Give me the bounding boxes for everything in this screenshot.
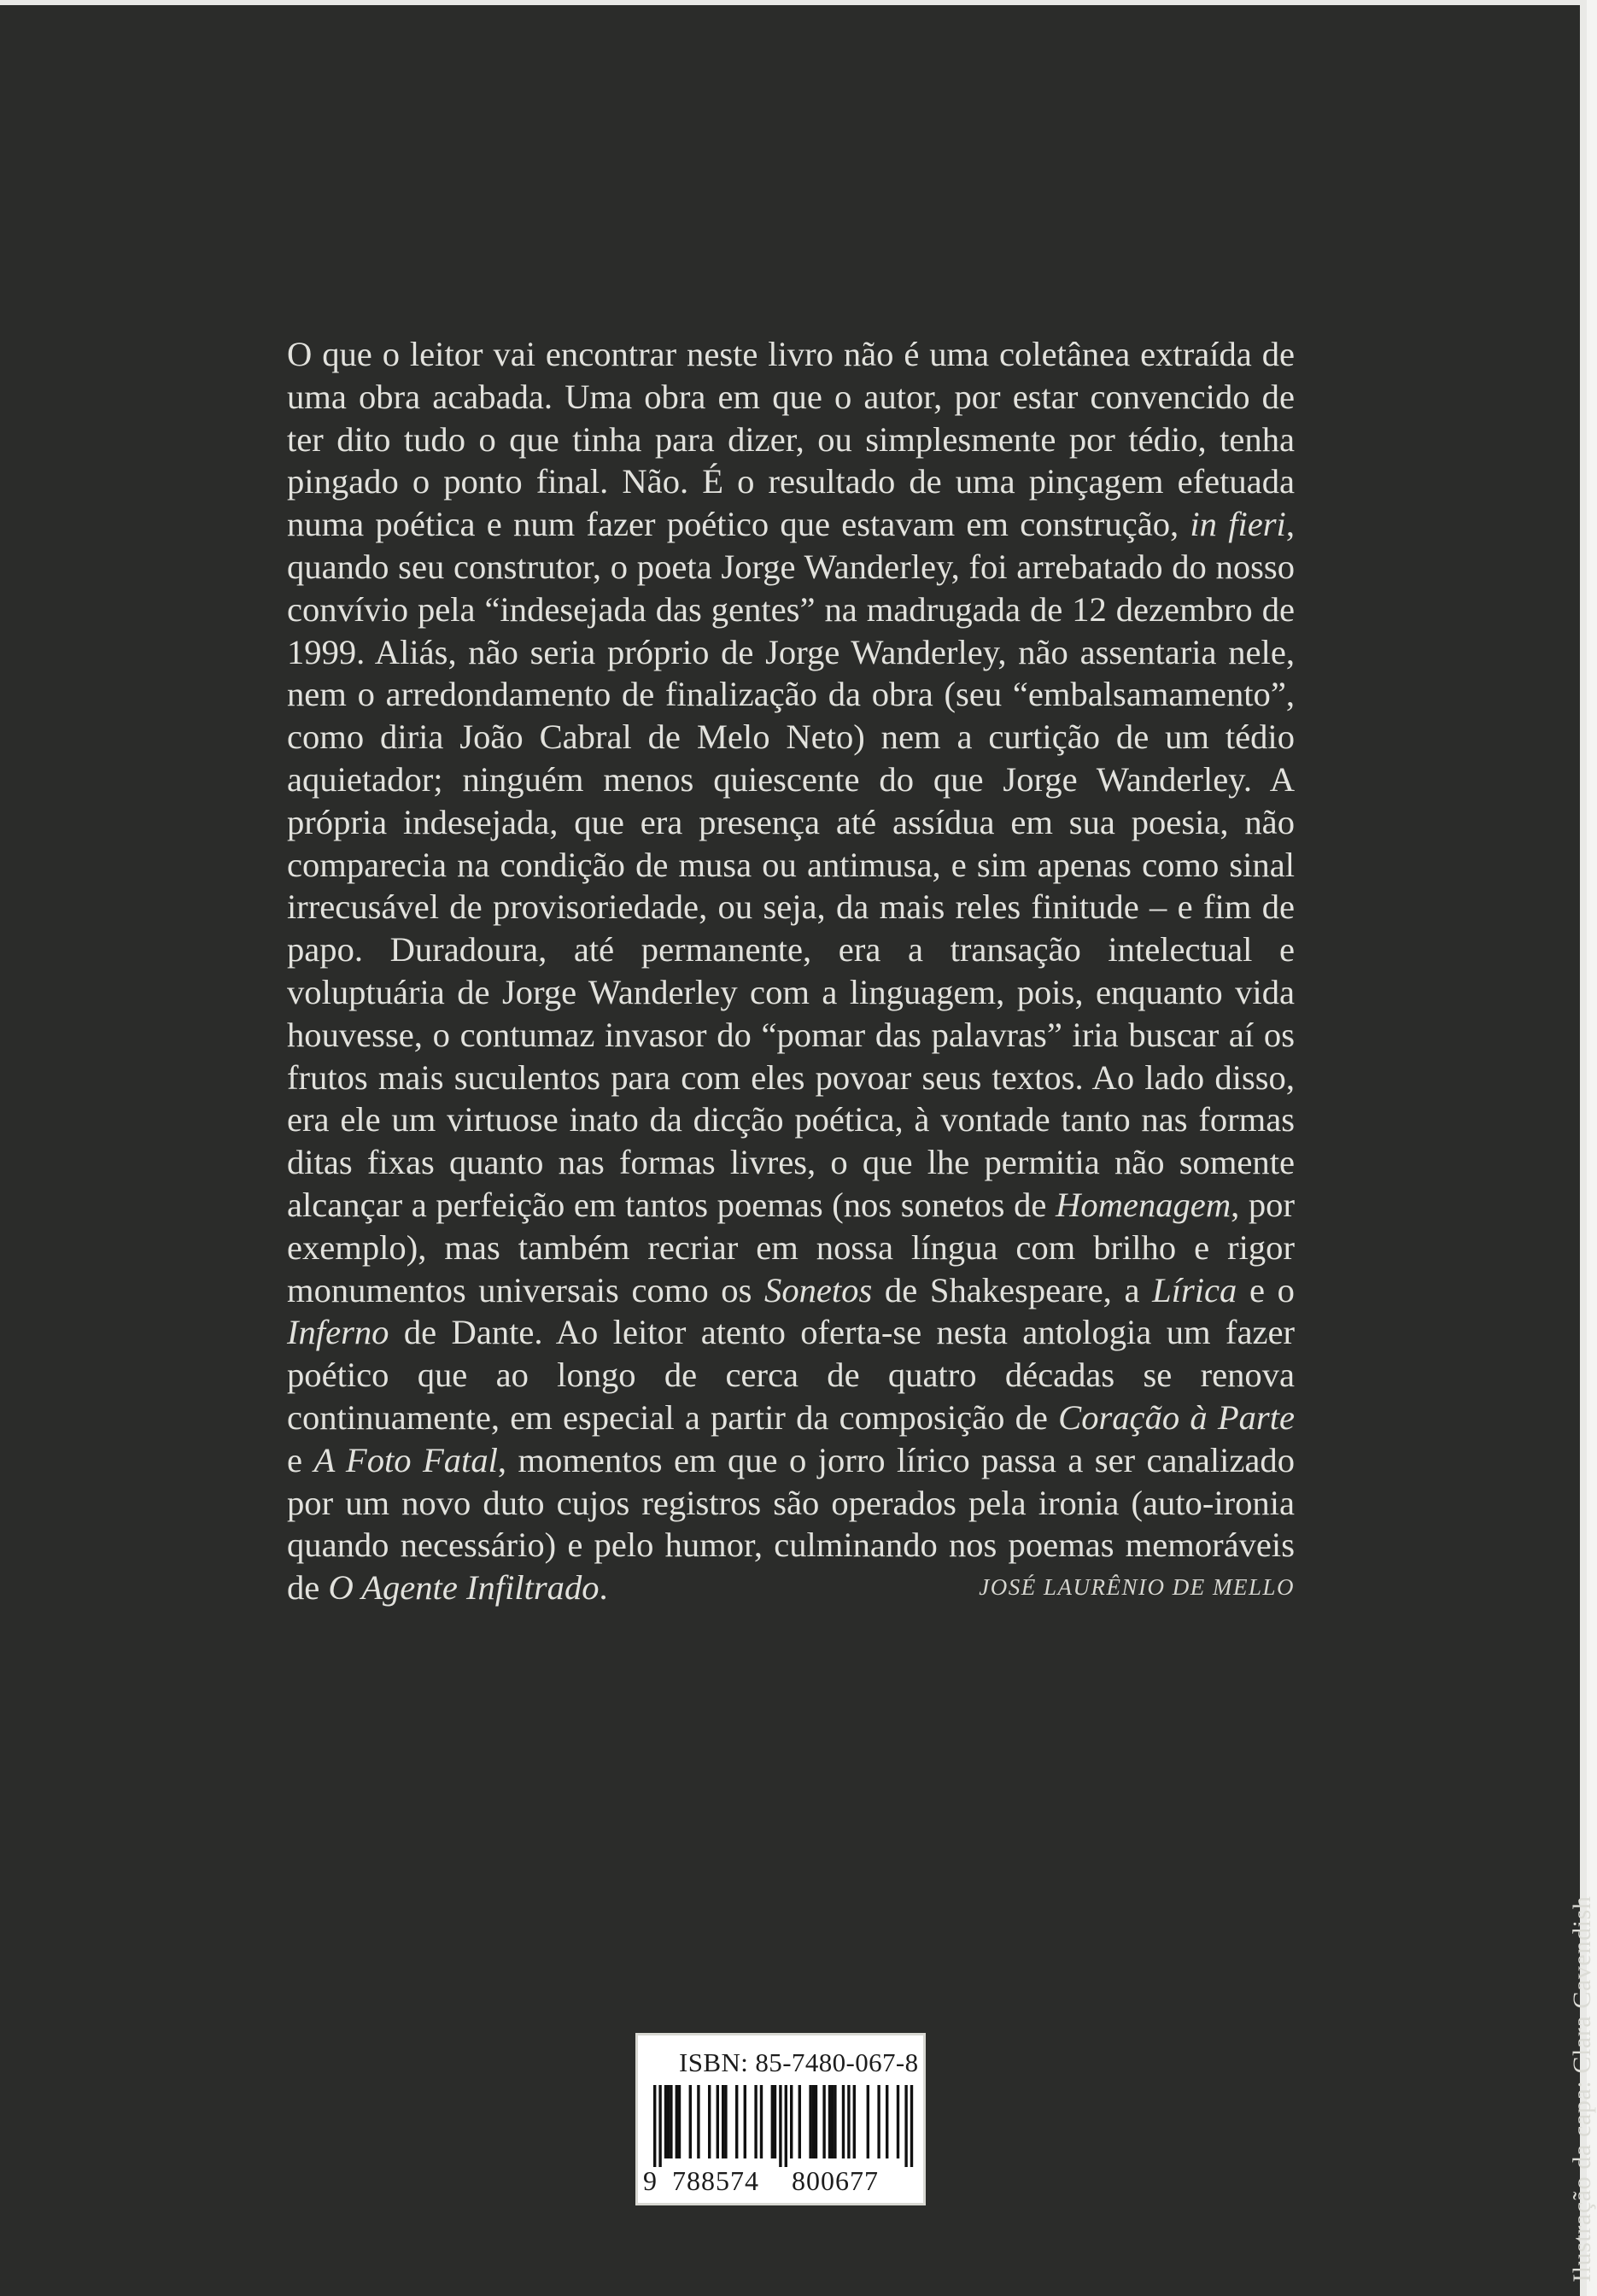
barcode-bar: [779, 2085, 781, 2167]
barcode-bar: [664, 2085, 667, 2158]
barcode-bar: [717, 2085, 719, 2158]
barcode-bar: [689, 2085, 692, 2158]
blurb-italic-in-fieri: in fieri: [1190, 505, 1286, 544]
barcode-bar: [790, 2085, 793, 2158]
barcode-bar: [667, 2085, 670, 2158]
ean-first-digit: 9: [643, 2165, 657, 2196]
barcode-bar: [771, 2085, 774, 2158]
barcode-bar: [812, 2085, 815, 2158]
barcode-bar: [754, 2085, 757, 2158]
blurb-run: , quando seu construtor, o poeta Jorge Wanderley, foi arrebatado do nosso convívio pela “indesejada das gentes” na madrugada de 12 dezembro de 1999. Aliás, não seria próprio de Jorge Wanderley, não assentaria nele, nem o arredondamento de finalização da obra (seu “embalsamamento”, como diria João Cabral de Melo Neto) nem a curtição de um tédio aquietador; ninguém menos quiescente do que Jorge Wanderley. A própria indesejada, que era presença até assídua em sua poesia, não comparecia na condição de musa ou antimusa, e sim apenas como sinal irrecusável de provisoriedade, ou seja, da mais reles finitude – e fim de papo. Duradoura, até permanente, era a transação intelectual e voluptuária de Jorge Wanderley com a linguagem, pois, enquanto vida houvesse, o contumaz invasor do “pomar das palavras” iria buscar aí os frutos mais suculentos para com eles povoar seus textos. Ao lado disso, era ele um virtuose inato da dicção poética, à vontade tanto nas formas ditas fixas quanto nas formas livres, o que lhe permitia não somente alcançar a perfeição em tantos poemas (nos sonetos de: [287, 505, 1295, 1224]
blurb-text: [287, 333, 1295, 1609]
barcode-bar: [735, 2085, 738, 2158]
blurb-italic-lirica: Lírica: [1152, 1270, 1237, 1309]
barcode-bar: [722, 2085, 724, 2158]
barcode-bar: [831, 2085, 834, 2158]
barcode-bar: [658, 2085, 661, 2167]
blurb-run: , momentos em que o jorro lírico passa a ser canalizado por um novo duto cujos registros são operados pela ironia (auto-ironia quando necessário) e pelo humor, culminando nos poemas memoráveis de: [287, 1440, 1295, 1608]
blurb-run: , por exemplo), mas também recriar em nossa língua com brilho e rigor monumentos universais como os: [287, 1185, 1295, 1309]
barcode-bar: [670, 2085, 672, 2158]
blurb-author: JOSÉ LAURÊNIO DE MELLO: [979, 1574, 1295, 1601]
blurb-paragraph: [287, 333, 1295, 1609]
cover-illustration-credit: Ilustração da capa: Clara Cavendish: [1568, 1895, 1596, 2282]
isbn-barcode: [635, 2033, 926, 2205]
barcode-bar: [676, 2085, 678, 2158]
barcode-bar: [798, 2085, 801, 2158]
blurb-italic-o-agente-infiltrado: O Agente Infiltrado: [328, 1568, 600, 1608]
barcode-bar: [842, 2085, 845, 2158]
barcode-bar: [828, 2085, 831, 2158]
blurb-run: de Shakespeare, a: [884, 1270, 1140, 1309]
blurb-italic-inferno: Inferno: [287, 1313, 389, 1352]
blurb-italic-homenagem: Homenagem: [1056, 1185, 1231, 1224]
barcode-bar: [724, 2085, 727, 2158]
barcode-bar: [708, 2085, 711, 2158]
barcode-bar: [834, 2085, 836, 2158]
barcode-bar: [744, 2085, 746, 2158]
barcode-bar: [904, 2085, 907, 2167]
paper-edge-top: [0, 0, 1587, 5]
blurb-run: de Dante. Ao leitor atento oferta-se nesta antologia um fazer poético que ao longo de cerca de quatro décadas se renova continuamente, em especial a partir da composição de: [287, 1313, 1295, 1437]
blurb-run: O que o leitor vai encontrar neste livro não é uma coletânea extraída de uma obra acabada. Uma obra em que o autor, por estar convencido de ter dito tudo o que tinha para dizer, ou simplesmente por tédio, tenha pingado o ponto final. Não. É o resultado de uma pinçagem efetuada numa poética e num fazer poético que estavam em construção,: [287, 335, 1295, 544]
blurb-run: .: [599, 1568, 608, 1608]
ean-left-group: 788574: [672, 2165, 759, 2196]
barcode-bar: [847, 2085, 850, 2158]
barcode-bar: [809, 2085, 811, 2158]
ean-right-group: 800677: [792, 2165, 879, 2196]
barcode-bar: [785, 2085, 787, 2167]
blurb-italic-sonetos: Sonetos: [764, 1270, 873, 1309]
barcode-bar: [877, 2085, 880, 2158]
barcode-bar: [822, 2085, 825, 2158]
barcode-bar: [867, 2085, 869, 2158]
barcode-bar: [697, 2085, 699, 2158]
barcode-bar: [815, 2085, 817, 2158]
barcode-bar: [678, 2085, 681, 2158]
isbn-label: ISBN: 85-7480-067-8: [679, 2047, 919, 2077]
barcode-bar: [653, 2085, 656, 2167]
blurb-run: e: [287, 1440, 303, 1479]
barcode-bar: [910, 2085, 913, 2167]
blurb-italic-coracao-a-parte: Coração à Parte: [1058, 1397, 1295, 1437]
barcode-bar: [897, 2085, 899, 2158]
barcode-bar: [853, 2085, 856, 2158]
blurb-run: e o: [1249, 1270, 1295, 1309]
barcode-bar: [774, 2085, 776, 2158]
barcode-bars: [653, 2085, 913, 2167]
barcode-bar: [886, 2085, 888, 2158]
blurb-italic-a-foto-fatal: A Foto Fatal: [313, 1440, 498, 1479]
barcode-bar: [760, 2085, 763, 2158]
